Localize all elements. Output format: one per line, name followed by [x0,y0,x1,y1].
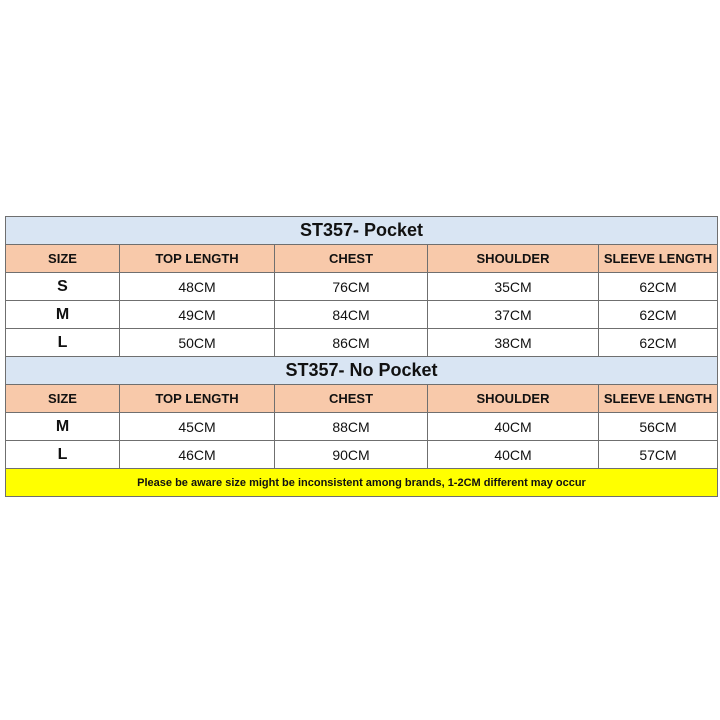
sleeve-length-cell: 62CM [599,329,718,357]
column-header-top-length: TOP LENGTH [120,245,275,273]
sleeve-length-cell: 62CM [599,273,718,301]
shoulder-cell: 40CM [428,441,599,469]
size-chart-table [5,216,718,497]
chest-cell: 88CM [275,413,428,441]
column-header-chest: CHEST [275,385,428,413]
section-title-row [6,357,718,385]
section-title-row [6,217,718,245]
top-length-cell: 49CM [120,301,275,329]
section-title: ST357- No Pocket [6,357,718,385]
shoulder-cell: 35CM [428,273,599,301]
column-header-shoulder: SHOULDER [428,385,599,413]
shoulder-cell: 38CM [428,329,599,357]
shoulder-cell: 37CM [428,301,599,329]
size-cell: M [6,413,120,441]
column-header-sleeve-length: SLEEVE LENGTH [599,245,718,273]
table-row [6,329,718,357]
column-header-row [6,385,718,413]
table-row [6,413,718,441]
column-header-size: SIZE [6,245,120,273]
size-cell: L [6,329,120,357]
table-row [6,301,718,329]
notice-row [6,469,718,497]
size-notice: Please be aware size might be inconsistent among brands, 1-2CM different may occur [6,469,718,497]
size-cell: L [6,441,120,469]
section-title: ST357- Pocket [6,217,718,245]
chest-cell: 86CM [275,329,428,357]
top-length-cell: 50CM [120,329,275,357]
column-header-shoulder: SHOULDER [428,245,599,273]
size-cell: S [6,273,120,301]
table-row [6,273,718,301]
sleeve-length-cell: 56CM [599,413,718,441]
column-header-size: SIZE [6,385,120,413]
column-header-top-length: TOP LENGTH [120,385,275,413]
top-length-cell: 45CM [120,413,275,441]
top-length-cell: 46CM [120,441,275,469]
top-length-cell: 48CM [120,273,275,301]
column-header-sleeve-length: SLEEVE LENGTH [599,385,718,413]
shoulder-cell: 40CM [428,413,599,441]
column-header-chest: CHEST [275,245,428,273]
chest-cell: 84CM [275,301,428,329]
size-cell: M [6,301,120,329]
chest-cell: 76CM [275,273,428,301]
sleeve-length-cell: 57CM [599,441,718,469]
chest-cell: 90CM [275,441,428,469]
sleeve-length-cell: 62CM [599,301,718,329]
column-header-row [6,245,718,273]
table-row [6,441,718,469]
